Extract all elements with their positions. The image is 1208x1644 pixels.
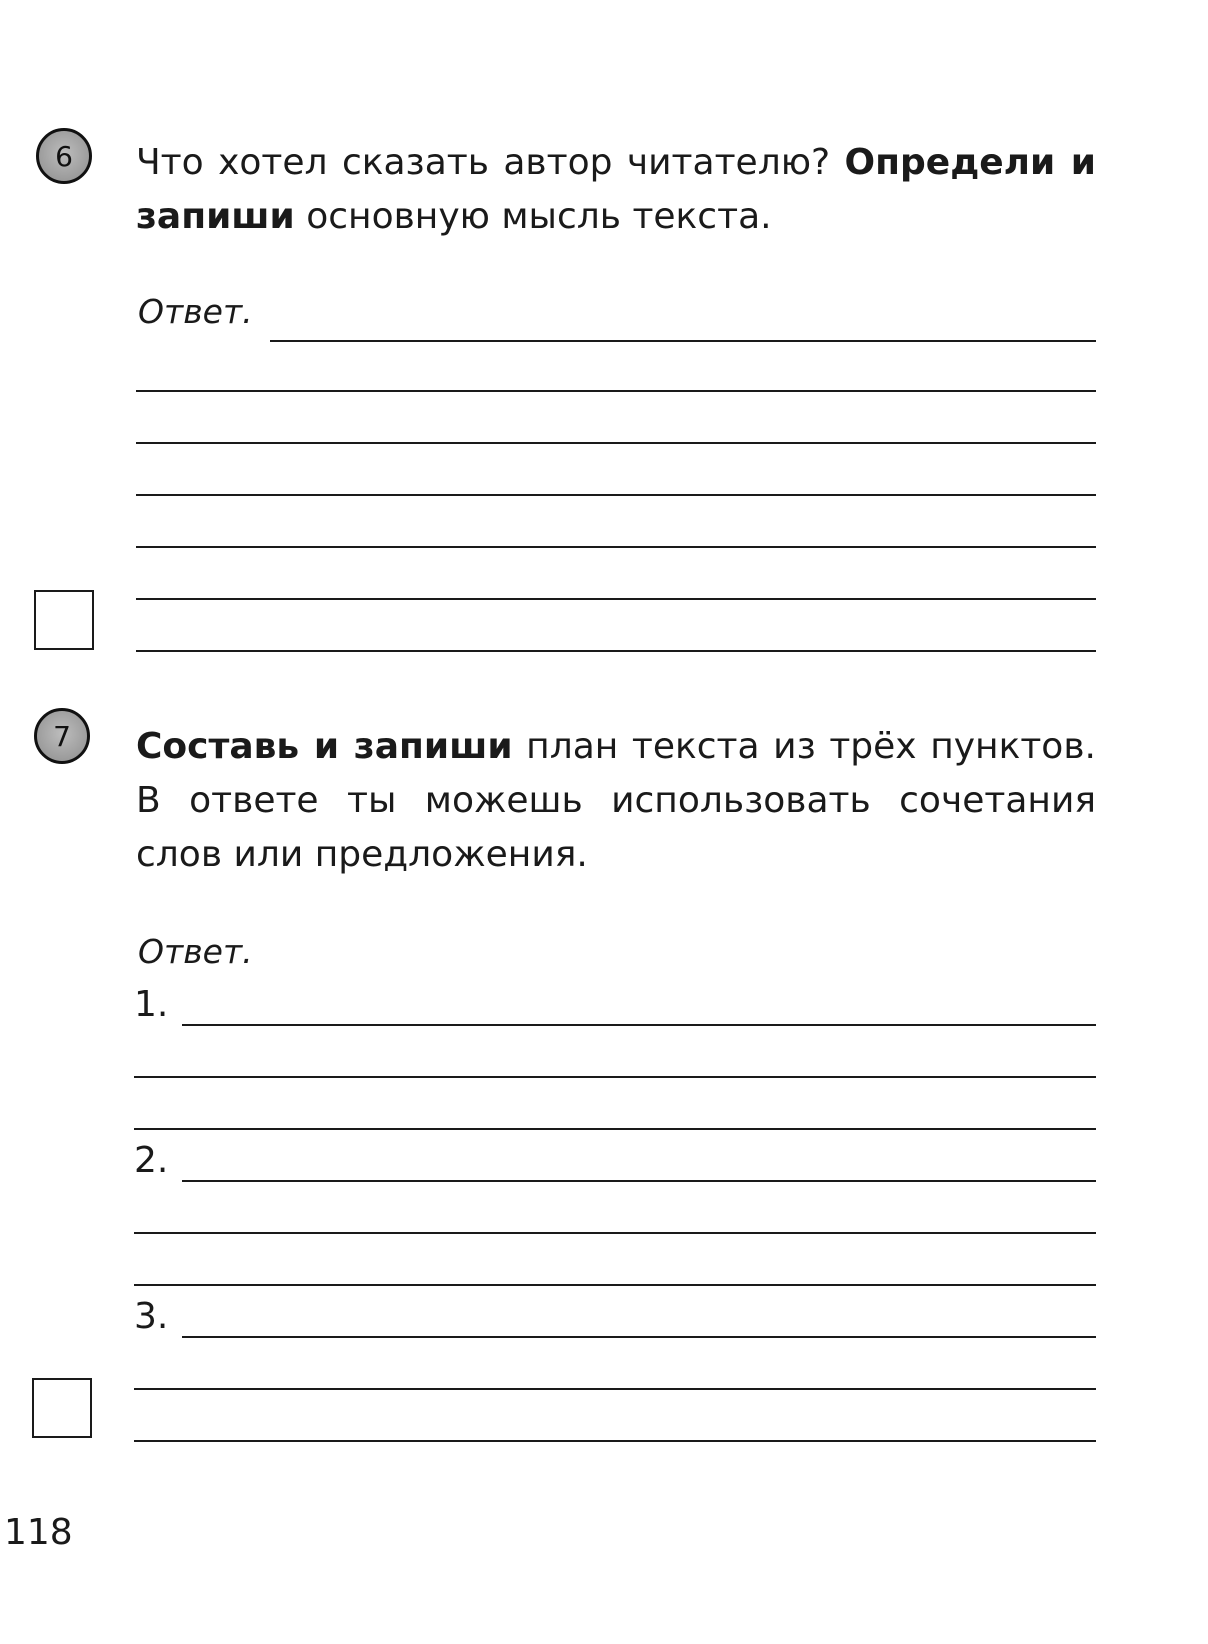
task-6-answer-line[interactable] (136, 494, 1096, 496)
task-7-answer-line[interactable] (182, 1336, 1096, 1338)
task-7-answer-label: Ответ. (138, 932, 253, 971)
task-7-answer-line[interactable] (134, 1076, 1096, 1078)
task-7-answer-line[interactable] (182, 1024, 1096, 1026)
task-7-number-badge (34, 708, 90, 764)
page-number: 118 (4, 1512, 73, 1553)
task-7-question: Составь и запиши план текста из трёх пунктов. В ответе ты можешь использовать сочетания слов или предложения. (136, 726, 1096, 875)
task-7-answer-line[interactable] (134, 1232, 1096, 1234)
task-7-number: 7 (53, 719, 71, 753)
task-6-number: 6 (55, 139, 73, 173)
task-7-answer-line[interactable] (134, 1128, 1096, 1130)
task-6-answer-line[interactable] (136, 598, 1096, 600)
task-6-answer-line[interactable] (136, 546, 1096, 548)
task-7-answer-line[interactable] (134, 1388, 1096, 1390)
task-7-score-box[interactable] (32, 1378, 92, 1438)
task-7-answer-line[interactable] (134, 1284, 1096, 1286)
task-6-number-badge (36, 128, 92, 184)
plan-item-number: 2. (134, 1140, 169, 1181)
task-7-answer-line[interactable] (134, 1440, 1096, 1442)
task-6-question: Что хотел сказать автор читателю? Определи и запиши основную мысль текста. (136, 142, 1096, 237)
task-6-answer-line[interactable] (136, 442, 1096, 444)
task-6-answer-line[interactable] (136, 650, 1096, 652)
task-6-answer-line[interactable] (136, 390, 1096, 392)
task-7-instruction: Составь и запиши (136, 726, 513, 767)
task-6-answer-line[interactable] (270, 340, 1096, 342)
plan-item-number: 3. (134, 1296, 169, 1337)
task-7-answer-line[interactable] (182, 1180, 1096, 1182)
task-6-instruction: Определи и запиши (136, 142, 1096, 237)
plan-item-number: 1. (134, 984, 169, 1025)
task-6-score-box[interactable] (34, 590, 94, 650)
task-6-answer-label: Ответ. (138, 292, 253, 331)
